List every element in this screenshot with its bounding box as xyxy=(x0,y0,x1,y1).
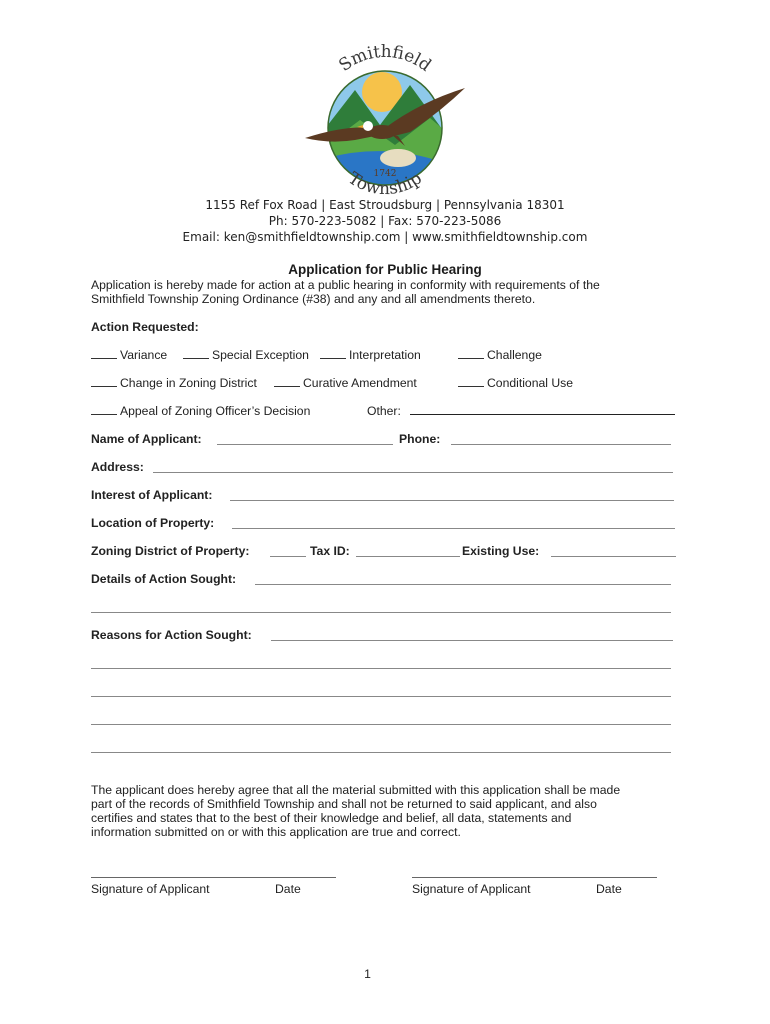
other-input[interactable] xyxy=(410,414,675,415)
zoning-district-input[interactable] xyxy=(270,556,306,557)
option-special-exception[interactable]: Special Exception xyxy=(183,348,309,363)
phone-input[interactable] xyxy=(451,444,671,445)
header-address: 1155 Ref Fox Road | East Stroudsburg | Pennsylvania 18301 xyxy=(205,198,565,212)
signature-label-1: Signature of Applicant xyxy=(91,882,210,896)
details-input-line-1[interactable] xyxy=(255,584,671,585)
reasons-input-line-5[interactable] xyxy=(91,752,671,753)
signature-label-2: Signature of Applicant xyxy=(412,882,531,896)
agreement-line-1: The applicant does hereby agree that all the material submitted with this application shall be made xyxy=(91,783,621,797)
location-input[interactable] xyxy=(232,528,675,529)
signature-line-2[interactable] xyxy=(412,877,657,878)
reasons-label: Reasons for Action Sought: xyxy=(91,628,252,642)
smithfield-township-logo xyxy=(300,40,470,210)
page-number: 1 xyxy=(364,967,371,981)
details-input-line-2[interactable] xyxy=(91,612,671,613)
reasons-input-line-3[interactable] xyxy=(91,696,671,697)
tax-id-label: Tax ID: xyxy=(310,544,350,558)
tax-id-input[interactable] xyxy=(356,556,460,557)
agreement-line-4: information submitted on or with this application are true and correct. xyxy=(91,825,461,839)
option-variance[interactable]: Variance xyxy=(91,348,167,363)
reasons-input-line-1[interactable] xyxy=(271,640,673,641)
logo-year: 1742 xyxy=(373,169,397,179)
name-input[interactable] xyxy=(217,444,393,445)
option-other-label: Other: xyxy=(367,404,401,418)
option-challenge[interactable]: Challenge xyxy=(458,348,542,363)
address-input[interactable] xyxy=(153,472,673,473)
option-interpretation[interactable]: Interpretation xyxy=(320,348,421,363)
logo-top-text: Smithfield xyxy=(335,41,435,76)
form-title: Application for Public Hearing xyxy=(288,262,482,277)
details-label: Details of Action Sought: xyxy=(91,572,237,586)
reasons-input-line-2[interactable] xyxy=(91,668,671,669)
intro-line-2: Smithfield Township Zoning Ordinance (#38) and any and all amendments thereto. xyxy=(91,292,536,306)
intro-line-1: Application is hereby made for action at a public hearing in conformity with requirements of the xyxy=(91,278,600,292)
reasons-input-line-4[interactable] xyxy=(91,724,671,725)
agreement-line-2: part of the records of Smithfield Township and shall not be returned to said applicant, and also xyxy=(91,797,597,811)
action-requested-label: Action Requested: xyxy=(91,320,199,334)
address-label: Address: xyxy=(91,460,144,474)
name-label: Name of Applicant: xyxy=(91,432,202,446)
existing-use-label: Existing Use: xyxy=(462,544,540,558)
date-label-2: Date xyxy=(596,882,622,896)
option-appeal[interactable]: Appeal of Zoning Officer’s Decision xyxy=(91,404,310,419)
logo-bottom-text: Township xyxy=(344,168,426,200)
option-conditional-use[interactable]: Conditional Use xyxy=(458,376,573,391)
zoning-district-label: Zoning District of Property: xyxy=(91,544,250,558)
header-email: Email: ken@smithfieldtownship.com | www.smithfieldtownship.com xyxy=(182,230,588,244)
option-curative-amendment[interactable]: Curative Amendment xyxy=(274,376,417,391)
signature-line-1[interactable] xyxy=(91,877,336,878)
existing-use-input[interactable] xyxy=(551,556,676,557)
header-phone: Ph: 570-223-5082 | Fax: 570-223-5086 xyxy=(268,214,502,228)
location-label: Location of Property: xyxy=(91,516,215,530)
interest-input[interactable] xyxy=(230,500,674,501)
agreement-line-3: certifies and states that to the best of their knowledge and belief, all data, statements and xyxy=(91,811,572,825)
option-change-zoning[interactable]: Change in Zoning District xyxy=(91,376,257,391)
interest-label: Interest of Applicant: xyxy=(91,488,213,502)
phone-label: Phone: xyxy=(399,432,441,446)
date-label-1: Date xyxy=(275,882,301,896)
